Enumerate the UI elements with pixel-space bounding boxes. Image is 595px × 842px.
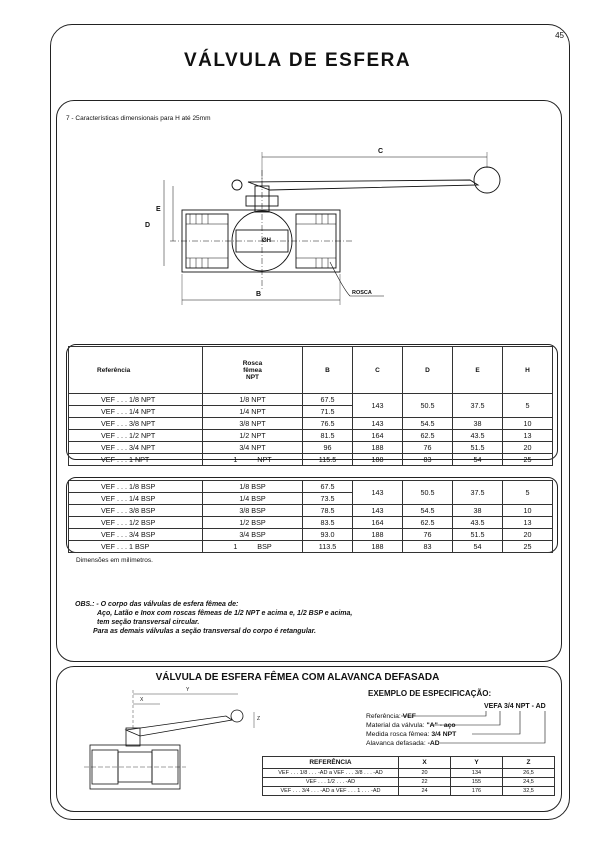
- table-row: VEF . . . 1 BSP 1 BSP 113.5 188 83 54 25: [69, 541, 553, 553]
- dim-label-z: Z: [257, 716, 261, 722]
- table-row: VEF . . . 1/8 BSP 1/8 BSP 67.5 143 50.5 37.5 5: [69, 481, 553, 493]
- table-row: VEF . . . 3/8 NPT 3/8 NPT 76.5 143 54.5 38 10: [69, 418, 553, 430]
- spec-code: VEFA 3/4 NPT - AD: [484, 703, 546, 710]
- spec-line-thread: Medida rosca fêmea: 3/4 NPT: [366, 731, 457, 738]
- dim-label-c: C: [378, 148, 384, 155]
- table-row: VEF . . . 1/8 . . . -AD a VEF . . . 3/8 . . . -AD 20 134 26,5: [263, 769, 555, 778]
- table-row: VEF . . . 1 NPT 1 NPT 115.5 188 83 54 25: [69, 454, 553, 466]
- obs-note: OBS.: - O corpo das válvulas de esfera fêmea de: Aço, Latão e Inox com roscas fêmeas de 1/2 NPT e acima e, 1/2 BSP e acima, tem seção transversal circular. Para as demais válvulas a seção transversal do corpo é retangular.: [75, 601, 353, 635]
- table-row: VEF . . . 3/4 NPT 3/4 NPT 96 188 76 51.5 20: [69, 442, 553, 454]
- col-header-rosca: Rosca fêmea NPT: [203, 347, 303, 394]
- offset-lever-table: [262, 756, 555, 796]
- spec-line-material: Material da válvula: "A" - aço: [366, 722, 456, 729]
- page-number: 45: [555, 31, 564, 40]
- col-header-ref: Referência: [69, 347, 203, 394]
- table-row: VEF . . . 1/2 . . . -AD 22 155 24,5: [263, 778, 555, 787]
- dim-label-y: Y: [186, 687, 190, 693]
- col-header-c: C: [353, 347, 403, 394]
- dim-label-e: E: [156, 206, 161, 213]
- col-header-y: Y: [451, 757, 503, 769]
- col-header-d: D: [403, 347, 453, 394]
- col-header-x: X: [399, 757, 451, 769]
- bsp-dimensions-table: [68, 480, 553, 553]
- table-row: VEF . . . 3/8 BSP 3/8 BSP 78.5 143 54.5 38 10: [69, 505, 553, 517]
- col-header-referencia: REFERÊNCIA: [263, 757, 399, 769]
- table-row: VEF . . . 3/4 . . . -AD a VEF . . . 1 . . . -AD 24 176 32,5: [263, 787, 555, 796]
- dimensions-note: Dimensões em milímetros.: [76, 557, 153, 564]
- col-header-e: E: [453, 347, 503, 394]
- dim-label-rosca: ROSCA: [352, 290, 372, 296]
- section2-title: VÁLVULA DE ESFERA FÊMEA COM ALAVANCA DEFASADA: [155, 672, 440, 683]
- col-header-b: B: [303, 347, 353, 394]
- page-title: VÁLVULA DE ESFERA: [183, 50, 412, 71]
- dim-label-b: B: [256, 291, 262, 298]
- dim-label-d: D: [145, 222, 151, 229]
- dim-label-h: ØH: [262, 238, 271, 244]
- spec-line-lever: Alavanca defasada: -AD: [366, 740, 440, 747]
- table-row: VEF . . . 1/2 BSP 1/2 BSP 83.5 164 62.5 43.5 13: [69, 517, 553, 529]
- dim-label-x: X: [140, 697, 144, 703]
- col-header-z: Z: [503, 757, 555, 769]
- table-row: VEF . . . 1/4 NPT 1/4 NPT 71.5: [69, 406, 553, 418]
- spec-line-reference: Referência: VEF: [366, 713, 416, 720]
- npt-dimensions-table: [68, 346, 553, 466]
- spec-title: EXEMPLO DE ESPECIFICAÇÃO:: [368, 689, 492, 698]
- table-row: VEF . . . 1/2 NPT 1/2 NPT 81.5 164 62.5 43.5 13: [69, 430, 553, 442]
- table-row: VEF . . . 1/8 NPT 1/8 NPT 67.5 143 50.5 37.5 5: [69, 394, 553, 406]
- table-row: VEF . . . 3/4 BSP 3/4 BSP 93.0 188 76 51.5 20: [69, 529, 553, 541]
- col-header-h: H: [503, 347, 553, 394]
- section-caption: 7 - Características dimensionais para H até 25mm: [66, 115, 211, 122]
- table-row: VEF . . . 1/4 BSP 1/4 BSP 73.5: [69, 493, 553, 505]
